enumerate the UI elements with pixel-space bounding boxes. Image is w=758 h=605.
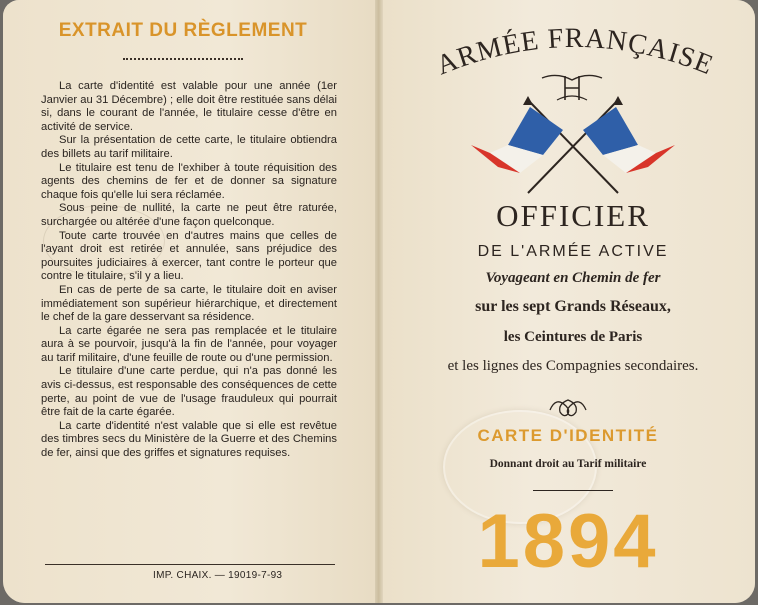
rule-paragraph: Toute carte trouvée en d'autres mains que celles de l'ayant droit est retirée et annulée, sans préjudice des poursuites judiciaires à exercer, tant contre le porteur que contre le titulaire, s'il y a lieu. [41, 229, 337, 283]
card-label: CARTE D'IDENTITÉ [477, 426, 659, 445]
tariff-subtitle: Donnant droit au Tarif militaire [489, 458, 647, 470]
knot-ornament-icon [546, 392, 590, 418]
secondary-lines-line: et les lignes des Compagnies secondaires. [447, 358, 699, 374]
networks-line: sur les sept Grands Réseaux, [475, 298, 671, 315]
rule-paragraph: La carte égarée ne sera pas remplacée et le titulaire aura à se pourvoir, jusqu'à la fin de l'année, pour voyager au tarif militaire, d'une feuille de route ou d'une permission. [41, 324, 337, 364]
officer-title: OFFICIER [496, 198, 650, 233]
year-number: 1894 [477, 499, 659, 584]
subtitle-divider [533, 490, 613, 491]
army-title-text: ARMÉE FRANÇAISE [432, 22, 718, 82]
rule-paragraph: La carte d'identité n'est valable que si elle est revêtue des timbres secs du Ministère de la Guerre et des Chemins de fer, ainsi que des griffes et signatures requises. [41, 419, 337, 460]
rule-paragraph: La carte d'identité est valable pour une année (1er Janvier au 31 Décembre) ; elle doit être restituée sans délai si, dans le courant de l'année, le titulaire cesse d'être en activité de service. [41, 80, 337, 133]
rules-text [41, 80, 337, 461]
rule-paragraph: Le titulaire d'une carte perdue, qui n'a pas donné les avis ci-dessus, est responsable des conséquences de cette perte, au point de vue de l'usage frauduleux qui pourrait être fait de la carte égarée. [41, 365, 337, 419]
identity-card [3, 0, 755, 603]
rule-paragraph: En cas de perte de sa carte, le titulaire doit en aviser immédiatement son supérieur hiérarchique, et directement le chef de la gare desservant sa résidence. [41, 283, 337, 324]
title-underline [123, 54, 243, 60]
left-page [3, 0, 375, 603]
card-fold [375, 0, 383, 603]
rules-title: EXTRAIT DU RÈGLEMENT [58, 20, 308, 41]
rule-paragraph: Sous peine de nullité, la carte ne peut être raturée, surchargée ou altérée d'une façon quelconque. [41, 202, 337, 228]
rule-paragraph: Le titulaire est tenu de l'exhiber à toute réquisition des agents des chemins de fer et de donner sa signature chaque fois qu'elle lui sera réclamée. [41, 161, 337, 201]
active-army-line: DE L'ARMÉE ACTIVE [477, 243, 669, 260]
printer-imprint: IMP. CHAIX. — 19019-7-93 [153, 570, 283, 581]
travel-line: Voyageant en Chemin de fer [485, 270, 661, 286]
belts-line: les Ceintures de Paris [503, 329, 643, 345]
rule-paragraph: Sur la présentation de cette carte, le titulaire obtiendra des billets au tarif militaire. [41, 134, 337, 160]
crossed-flags-icon [468, 95, 678, 195]
footer-divider [45, 564, 335, 565]
